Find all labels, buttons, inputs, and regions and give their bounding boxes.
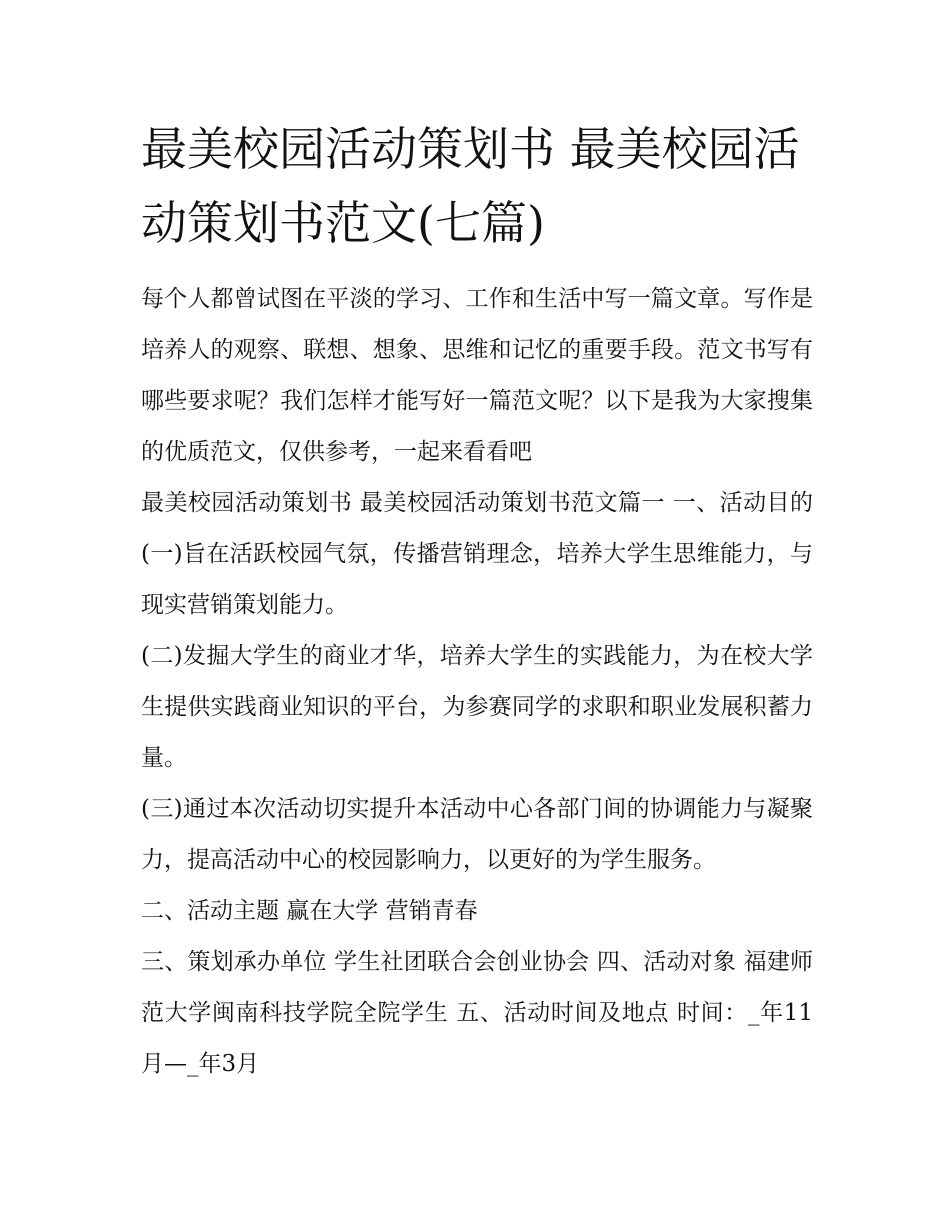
paragraph-activity-theme: 二、活动主题 赢在大学 营销青春 bbox=[141, 898, 478, 924]
document-page bbox=[141, 112, 813, 1090]
document-body bbox=[141, 274, 813, 1090]
paragraph-purpose-2: (二)发掘大学生的商业才华，培养大学生的实践能力，为在校大学生提供实践商业知识的平台，为参赛同学的求职和职业发展积蓄力量。 bbox=[141, 643, 813, 771]
document-title: 最美校园活动策划书 最美校园活动策划书范文(七篇) bbox=[141, 122, 800, 250]
paragraph-organizer-time: 三、策划承办单位 学生社团联合会创业协会 四、活动对象 福建师范大学闽南科技学院全院学生 五、活动时间及地点 时间：_年11月—_年3月 bbox=[141, 949, 813, 1077]
paragraph-purpose-3: (三)通过本次活动切实提升本活动中心各部门间的协调能力与凝聚力，提高活动中心的校园影响力，以更好的为学生服务。 bbox=[141, 796, 813, 873]
paragraph-activity-purpose: 最美校园活动策划书 最美校园活动策划书范文篇一 一、活动目的 (一)旨在活跃校园气氛，传播营销理念，培养大学生思维能力，与现实营销策划能力。 bbox=[141, 490, 813, 618]
paragraph-intro: 每个人都曾试图在平淡的学习、工作和生活中写一篇文章。写作是培养人的观察、联想、想象、思维和记忆的重要手段。范文书写有哪些要求呢？我们怎样才能写好一篇范文呢？以下是我为大家搜集的优质范文，仅供参考，一起来看看吧 bbox=[141, 286, 813, 465]
